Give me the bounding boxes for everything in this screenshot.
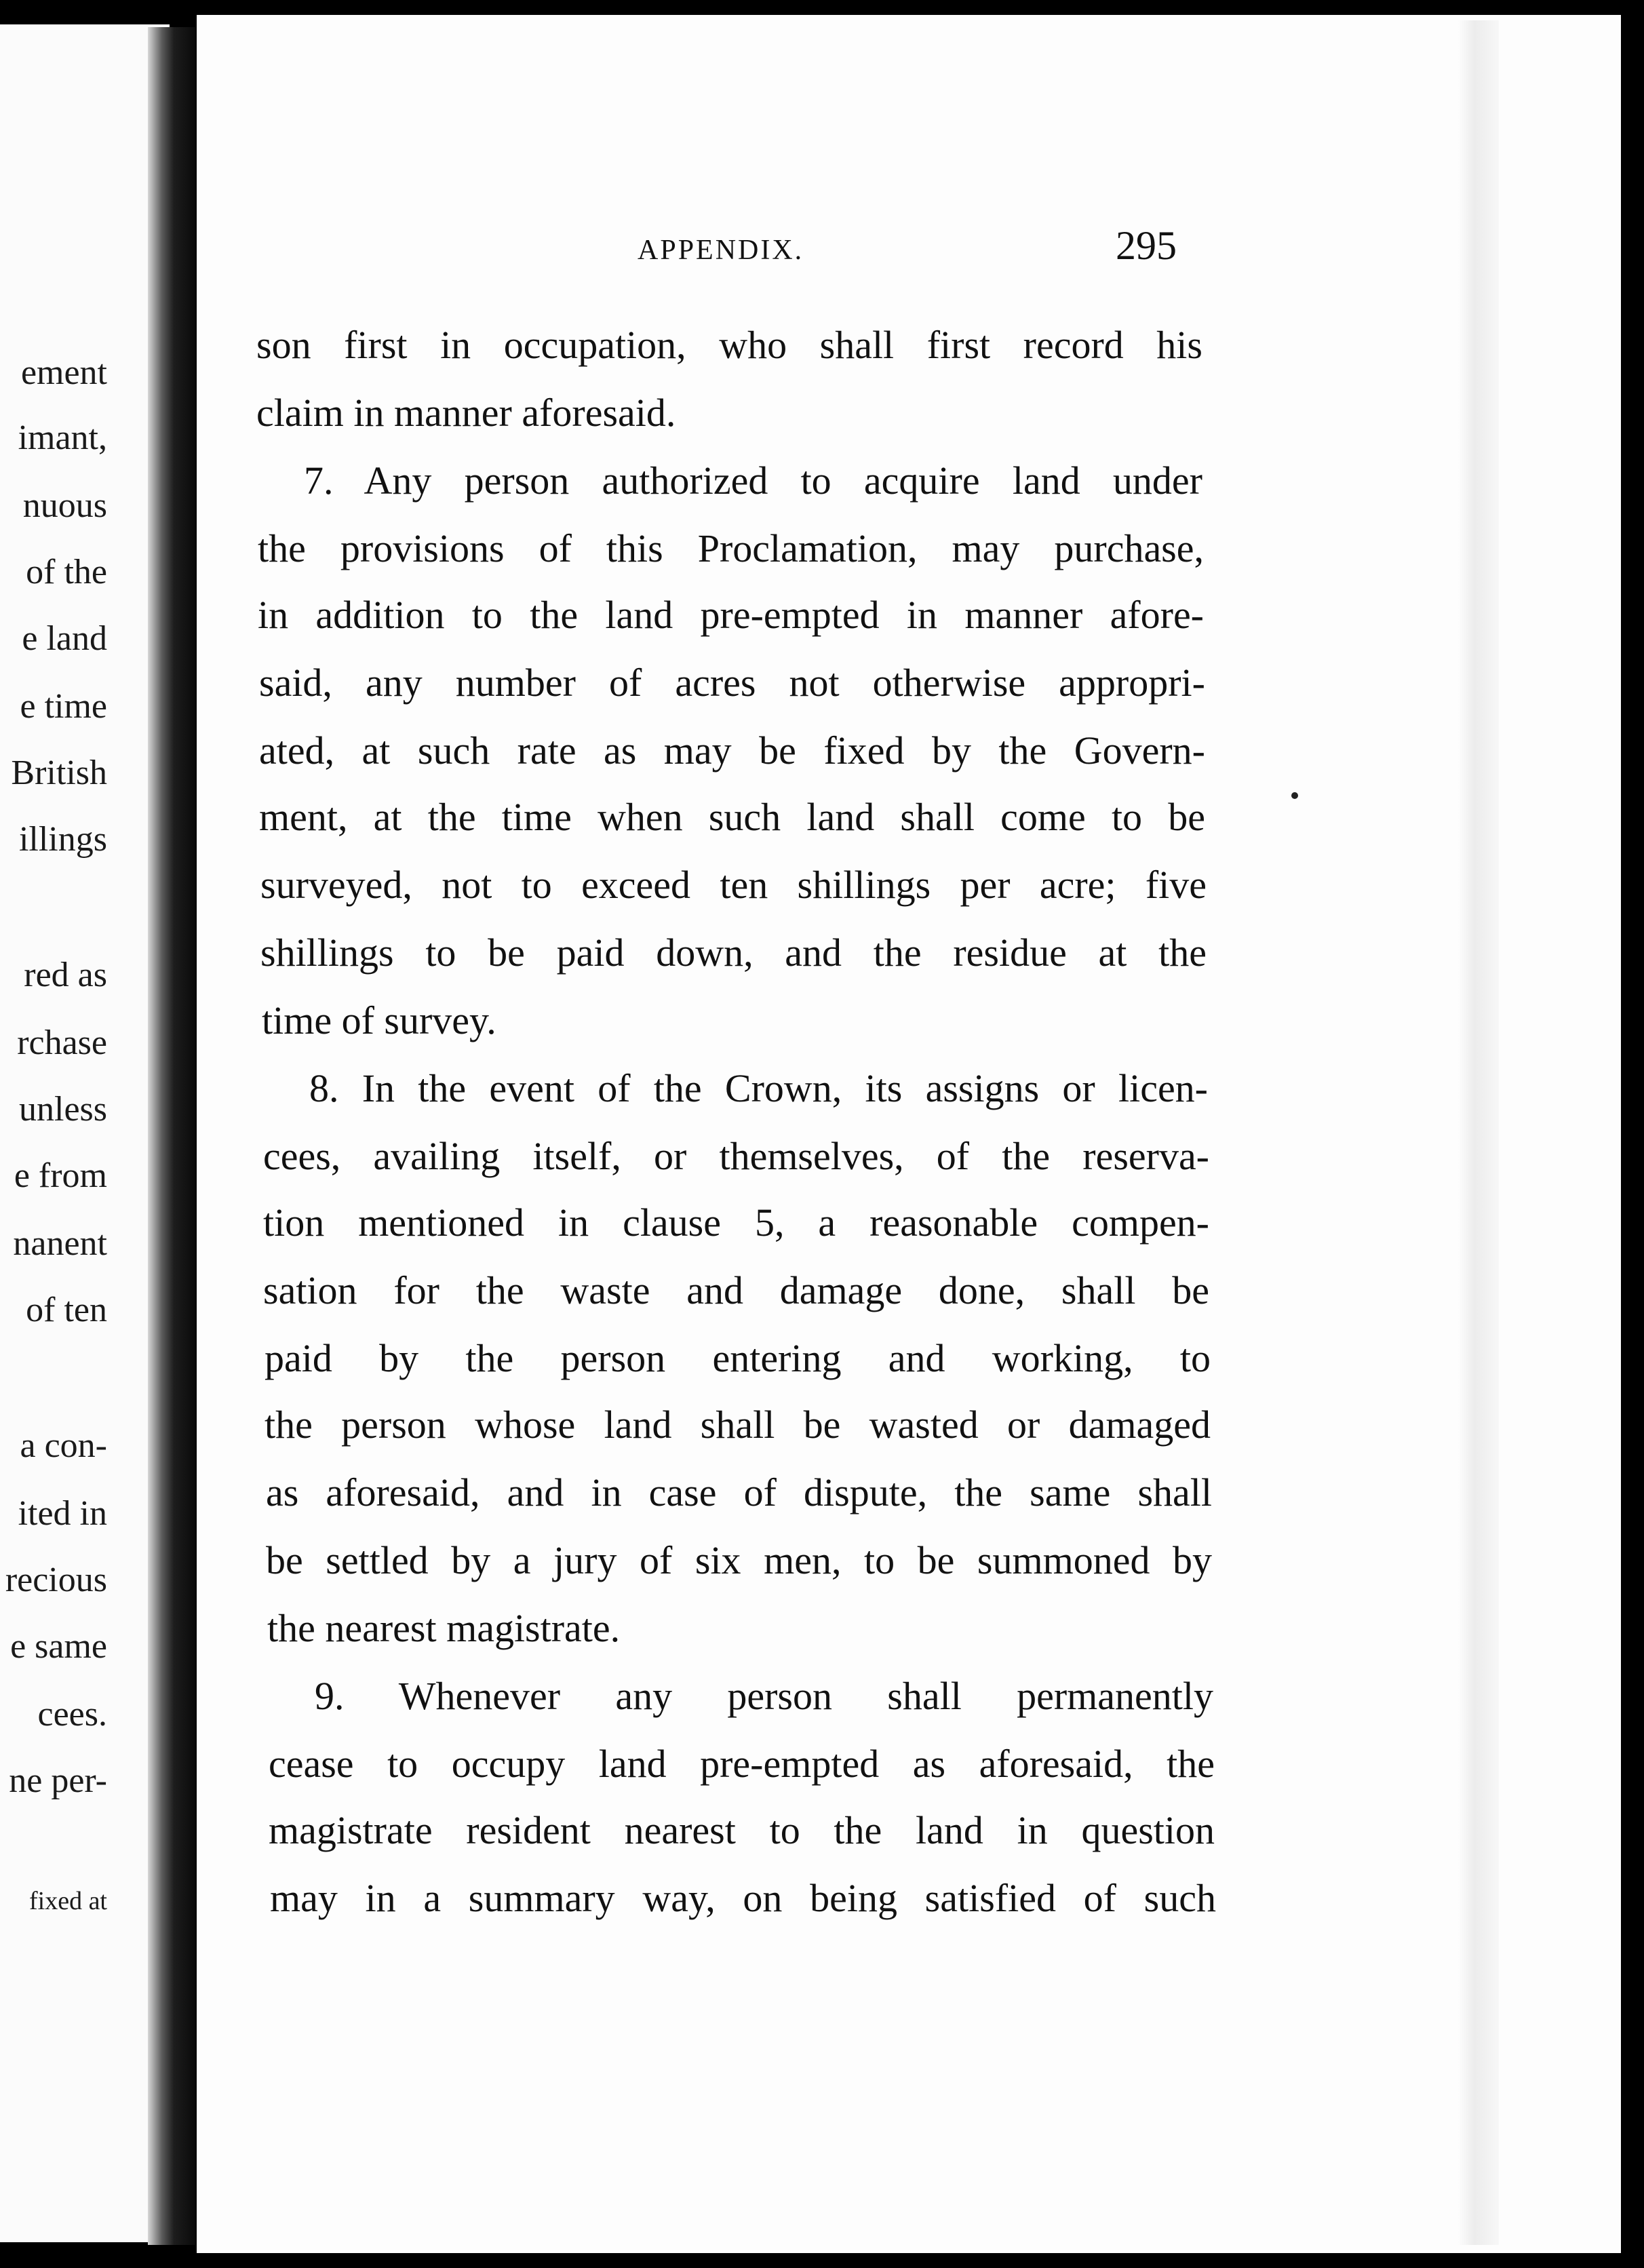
text-line: cease to occupy land pre-empted as aforesaid, the <box>269 1742 1215 1786</box>
left-page-fragment: a con- <box>20 1426 107 1465</box>
left-page-fragment: e time <box>20 687 107 726</box>
left-page-fragment: ited in <box>18 1494 107 1533</box>
left-page-fragment: cees. <box>37 1695 107 1734</box>
left-page-fragment: recious <box>5 1561 107 1599</box>
text-line: may in a summary way, on being satisfied of such <box>270 1876 1216 1920</box>
left-page-fragment: fixed at <box>28 1887 107 1915</box>
text-line: son first in occupation, who shall first record his <box>256 323 1202 367</box>
text-line: claim in manner aforesaid. <box>256 391 676 435</box>
left-page-fragment: ne per- <box>9 1761 107 1800</box>
left-page-fragment: e same <box>10 1627 107 1666</box>
left-page-fragment: nanent <box>13 1224 107 1263</box>
left-page-fragment: unless <box>19 1090 107 1129</box>
left-page-fragment: rchase <box>17 1023 107 1062</box>
left-facing-page <box>0 24 170 2242</box>
text-line: paid by the person entering and working, to <box>265 1336 1211 1380</box>
text-line: sation for the waste and damage done, shall be <box>263 1268 1209 1312</box>
page-number: 295 <box>1116 223 1177 268</box>
left-page-fragment: illings <box>18 820 107 859</box>
text-line: ment, at the time when such land shall come to be <box>259 795 1205 839</box>
left-page-fragment: of the <box>26 553 107 591</box>
text-line: the provisions of this Proclamation, may purchase, <box>258 526 1204 570</box>
text-line: the nearest magistrate. <box>267 1606 621 1650</box>
left-page-fragment: British <box>11 754 107 792</box>
text-line: time of survey. <box>262 998 496 1042</box>
text-line: 9. Whenever any person shall permanently <box>315 1674 1213 1718</box>
left-page-fragment: e land <box>22 619 107 658</box>
text-line: surveyed, not to exceed ten shillings per acre; five <box>260 863 1207 907</box>
text-line: be settled by a jury of six men, to be summoned by <box>266 1538 1212 1582</box>
left-page-fragment: imant, <box>18 418 107 457</box>
text-line: in addition to the land pre-empted in manner afore- <box>258 593 1204 637</box>
running-head: APPENDIX. <box>638 235 804 266</box>
text-line: magistrate resident nearest to the land in question <box>269 1808 1215 1852</box>
left-page-fragment: ement <box>20 353 107 392</box>
left-page-fragment: of ten <box>26 1291 107 1329</box>
text-line: as aforesaid, and in case of dispute, the same shall <box>266 1470 1212 1514</box>
ink-spot <box>1291 792 1298 799</box>
text-line: the person whose land shall be wasted or damaged <box>265 1403 1211 1447</box>
book-gutter <box>148 27 195 2245</box>
text-line: shillings to be paid down, and the residue at the <box>260 931 1207 975</box>
left-page-fragment: nuous <box>22 486 107 525</box>
left-page-fragment: red as <box>24 956 107 994</box>
page-edge <box>1458 20 1499 2245</box>
text-line: ated, at such rate as may be fixed by the Govern- <box>259 728 1205 773</box>
text-line: cees, availing itself, or themselves, of the reserva- <box>263 1134 1209 1178</box>
left-page-fragment: e from <box>14 1156 107 1195</box>
text-line: 8. In the event of the Crown, its assigns or licen- <box>309 1066 1208 1110</box>
text-line: said, any number of acres not otherwise appropri- <box>259 661 1205 705</box>
text-line: tion mentioned in clause 5, a reasonable compen- <box>263 1200 1209 1245</box>
text-line: 7. Any person authorized to acquire land under <box>304 458 1202 503</box>
